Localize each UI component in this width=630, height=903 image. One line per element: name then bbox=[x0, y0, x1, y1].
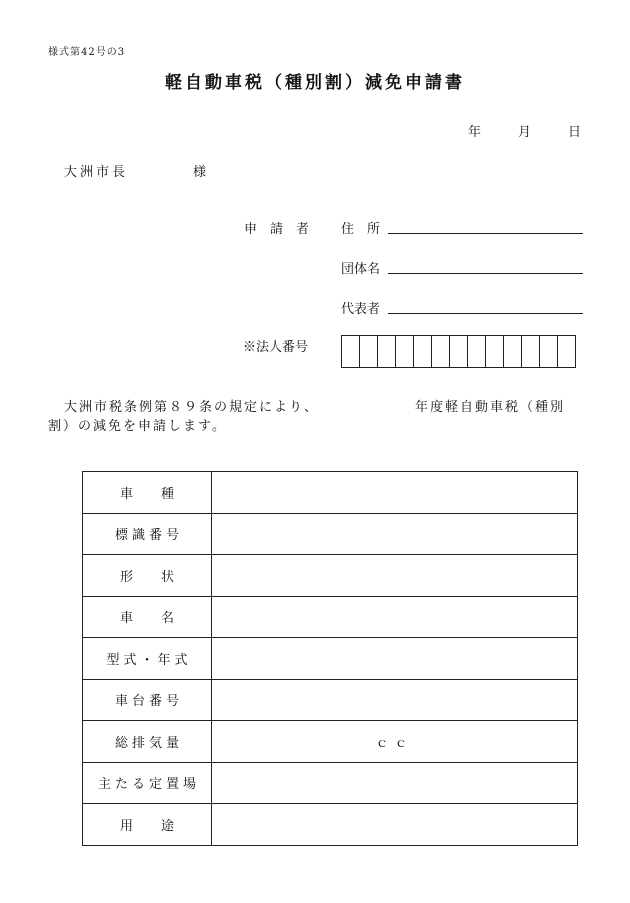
corp-number-digit-box[interactable] bbox=[504, 336, 522, 367]
addressee-honorific: 様 bbox=[193, 165, 207, 180]
row-label-cell bbox=[83, 804, 212, 846]
page-title: 軽自動車税（種別割）減免申請書 bbox=[165, 73, 465, 93]
address-label: 住 所 bbox=[341, 222, 381, 237]
row-label: 総排気量 bbox=[114, 735, 183, 751]
corp-number-boxes[interactable] bbox=[341, 335, 576, 368]
row-label: 主たる定置場 bbox=[97, 777, 200, 793]
row-value-field[interactable] bbox=[212, 472, 578, 514]
row-label: 車台番号 bbox=[114, 694, 183, 710]
table-row bbox=[83, 679, 578, 721]
row-label: 標識番号 bbox=[114, 528, 183, 544]
row-value-field[interactable] bbox=[212, 638, 578, 680]
row-label-cell bbox=[83, 638, 212, 680]
addressee-name: 大洲市長 bbox=[64, 165, 129, 180]
body-text-line1-part2: 年度軽自動車税（種別 bbox=[415, 400, 566, 415]
row-value-field[interactable] bbox=[212, 513, 578, 555]
corp-number-digit-box[interactable] bbox=[360, 336, 378, 367]
org-name-field[interactable] bbox=[388, 273, 583, 274]
corp-number-digit-box[interactable] bbox=[414, 336, 432, 367]
table-row bbox=[83, 555, 578, 597]
row-label-cell bbox=[83, 596, 212, 638]
date-month-label: 月 bbox=[518, 125, 532, 140]
corp-number-digit-box[interactable] bbox=[540, 336, 558, 367]
table-row bbox=[83, 721, 578, 763]
table-row bbox=[83, 638, 578, 680]
row-value-field[interactable] bbox=[212, 804, 578, 846]
corp-number-digit-box[interactable] bbox=[522, 336, 540, 367]
row-label-cell bbox=[83, 513, 212, 555]
table-row bbox=[83, 804, 578, 846]
corp-number-label: ※法人番号 bbox=[243, 340, 309, 355]
org-name-label: 団体名 bbox=[341, 262, 381, 277]
row-value-field[interactable] bbox=[212, 721, 578, 763]
corp-number-digit-box[interactable] bbox=[342, 336, 360, 367]
corp-number-digit-box[interactable] bbox=[468, 336, 486, 367]
table-row bbox=[83, 513, 578, 555]
row-label-cell bbox=[83, 472, 212, 514]
row-value: ｃｃ bbox=[375, 735, 414, 751]
corp-number-digit-box[interactable] bbox=[396, 336, 414, 367]
corp-number-digit-box[interactable] bbox=[486, 336, 504, 367]
row-label-cell bbox=[83, 555, 212, 597]
row-label: 形状 bbox=[119, 569, 202, 585]
row-value-field[interactable] bbox=[212, 762, 578, 804]
row-label-cell bbox=[83, 679, 212, 721]
body-text-line2: 割）の減免を申請します。 bbox=[48, 419, 227, 434]
corp-number-digit-box[interactable] bbox=[558, 336, 576, 367]
corp-number-digit-box[interactable] bbox=[378, 336, 396, 367]
corp-number-digit-box[interactable] bbox=[450, 336, 468, 367]
row-value-field[interactable] bbox=[212, 555, 578, 597]
row-label: 車種 bbox=[119, 486, 202, 502]
row-label-cell bbox=[83, 762, 212, 804]
corp-number-digit-box[interactable] bbox=[432, 336, 450, 367]
body-text-line1-part1: 大洲市税条例第８９条の規定により、 bbox=[64, 400, 320, 415]
row-label: 用途 bbox=[119, 818, 202, 834]
table-row bbox=[83, 596, 578, 638]
address-field[interactable] bbox=[388, 233, 583, 234]
representative-label: 代表者 bbox=[341, 302, 381, 317]
row-value-field[interactable] bbox=[212, 679, 578, 721]
row-label: 車名 bbox=[119, 611, 202, 627]
form-number: 様式第42号の3 bbox=[48, 47, 126, 58]
row-label-cell bbox=[83, 721, 212, 763]
representative-field[interactable] bbox=[388, 313, 583, 314]
table-row bbox=[83, 472, 578, 514]
table-row bbox=[83, 762, 578, 804]
date-day-label: 日 bbox=[568, 125, 582, 140]
row-value-field[interactable] bbox=[212, 596, 578, 638]
date-year-label: 年 bbox=[468, 125, 482, 140]
row-label: 型式・年式 bbox=[106, 652, 192, 668]
vehicle-info-table bbox=[82, 471, 578, 846]
applicant-label: 申 請 者 bbox=[244, 222, 310, 237]
